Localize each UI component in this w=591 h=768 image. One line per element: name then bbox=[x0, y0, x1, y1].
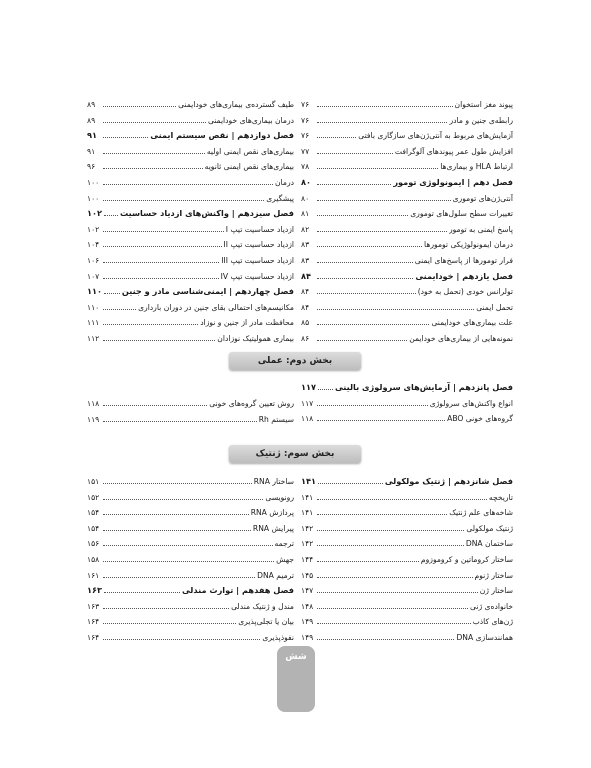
toc-entry bbox=[87, 144, 294, 160]
leader-dots bbox=[103, 561, 274, 562]
toc-page-number: ۱۴۱ bbox=[301, 476, 316, 486]
toc-entry-title: طیف گسترده‌ی بیماری‌های خودایمنی bbox=[178, 100, 294, 109]
toc-entry bbox=[301, 521, 513, 537]
toc-page-number: ۱۰۷ bbox=[87, 271, 100, 281]
toc-entry-title: روش تعیین گروه‌های خونی bbox=[209, 399, 294, 408]
leader-dots bbox=[317, 293, 416, 294]
toc-column-left bbox=[87, 474, 294, 646]
toc-entry bbox=[301, 144, 513, 160]
toc-page-number: ۸۳ bbox=[301, 255, 310, 265]
toc-entry-title: بیان یا تجلی‌پذیری bbox=[238, 617, 294, 627]
toc-entry bbox=[87, 331, 294, 347]
toc-page-number: ۱۴۲ bbox=[301, 539, 314, 549]
toc-entry bbox=[87, 505, 294, 521]
toc-entry-title: فرار تومورها از پاسخ‌های ایمنی bbox=[414, 255, 513, 265]
toc-page-number: ۱۴۴ bbox=[301, 554, 314, 564]
toc-entry-title: ازدیاد حساسیت تیپ III bbox=[221, 255, 294, 265]
leader-dots bbox=[103, 231, 224, 232]
toc-page-number: ۱۱۸ bbox=[301, 414, 314, 424]
leader-dots bbox=[103, 106, 176, 107]
toc-chapter-heading bbox=[301, 269, 513, 285]
toc-entry-title: ساختار ژن bbox=[479, 586, 513, 596]
leader-dots bbox=[317, 608, 468, 609]
leader-dots bbox=[103, 246, 222, 247]
toc-entry bbox=[87, 521, 294, 537]
toc-page-number: ۸۴ bbox=[301, 287, 310, 297]
toc-entry-title: تغییرات سطح سلول‌های توموری bbox=[410, 209, 513, 219]
toc-entry bbox=[301, 411, 513, 427]
toc-entry-title: مندل و ژنتیک مندلی bbox=[231, 601, 294, 611]
toc-page-number: ۱۰۲ bbox=[87, 208, 102, 219]
toc-entry-title: ازدیاد حساسیت تیپ I bbox=[225, 224, 294, 234]
leader-dots bbox=[317, 561, 419, 562]
leader-dots bbox=[103, 499, 263, 500]
toc-entry bbox=[301, 614, 513, 630]
toc-entry bbox=[87, 315, 294, 331]
leader-dots bbox=[317, 592, 478, 593]
toc-page-number: ۸۳ bbox=[301, 240, 310, 250]
toc-page-number: ۸۰ bbox=[301, 176, 311, 187]
toc-entry-title: رابطه‌ی جنین و مادر bbox=[449, 115, 513, 125]
toc-page-number: ۸۴ bbox=[301, 302, 310, 312]
leader-dots bbox=[317, 420, 445, 421]
toc-chapter-heading bbox=[301, 474, 513, 490]
toc-page-number: ۱۰۶ bbox=[87, 255, 100, 265]
toc-entry bbox=[301, 159, 513, 175]
leader-dots bbox=[317, 324, 429, 325]
toc-entry bbox=[87, 614, 294, 630]
toc-page-number: ۷۷ bbox=[301, 146, 310, 156]
leader-dots bbox=[317, 309, 474, 310]
toc-page-number: ۱۱۱ bbox=[87, 318, 100, 328]
toc-entry bbox=[87, 396, 294, 412]
toc-entry-title: درمان bbox=[274, 177, 294, 187]
toc-entry bbox=[301, 191, 513, 207]
toc-entry-title: ژنتیک مولکولی bbox=[466, 523, 513, 533]
leader-dots bbox=[317, 168, 438, 169]
toc-entry bbox=[87, 237, 294, 253]
toc-page-number: ۱۶۱ bbox=[87, 570, 100, 580]
toc-entry-title: نمونه‌هایی از بیماری‌های خودایمن bbox=[409, 333, 513, 343]
toc-entry bbox=[87, 300, 294, 316]
section-banner-genetics: بخش سوم: ژنتیک bbox=[229, 445, 361, 463]
toc-entry bbox=[301, 331, 513, 347]
toc-entry bbox=[301, 97, 513, 113]
toc-entry bbox=[301, 396, 513, 412]
toc-entry-title: بیماری‌های نقص ایمنی ثانویه bbox=[204, 162, 294, 172]
leader-dots bbox=[317, 122, 447, 123]
toc-entry-title: ساختار کروماتین و کروموزوم bbox=[420, 554, 513, 564]
toc-page-number: ۷۶ bbox=[301, 131, 310, 141]
toc-page-number: ۱۵۱ bbox=[87, 477, 100, 486]
leader-dots bbox=[103, 421, 257, 422]
toc-entry-title: انواع واکنش‌های سرولوژی bbox=[429, 398, 513, 408]
leader-dots bbox=[103, 184, 273, 185]
toc-chapter-heading bbox=[87, 128, 294, 144]
leader-dots bbox=[317, 514, 447, 515]
toc-entry-title: درمان بیماری‌های خودایمنی bbox=[207, 115, 294, 125]
leader-dots bbox=[317, 499, 487, 500]
section-banner-practical: بخش دوم: عملی bbox=[229, 352, 361, 370]
toc-entry bbox=[87, 113, 294, 129]
toc-entry-title: ترمیم DNA bbox=[257, 570, 294, 580]
leader-dots bbox=[317, 231, 447, 232]
toc-entry bbox=[301, 599, 513, 615]
toc-page-number: ۹۶ bbox=[87, 162, 96, 172]
toc-page-number: ۱۴۲ bbox=[301, 523, 314, 533]
toc-entry bbox=[301, 490, 513, 506]
toc-entry bbox=[87, 269, 294, 285]
toc-entry bbox=[87, 191, 294, 207]
toc-page-number: ۱۱۰ bbox=[87, 286, 102, 297]
toc-column-left bbox=[87, 97, 294, 347]
leader-dots bbox=[103, 309, 136, 310]
toc-page-number: ۸۹ bbox=[87, 100, 96, 109]
toc-entry-title: پردازش RNA bbox=[250, 508, 294, 518]
leader-dots bbox=[103, 200, 264, 201]
leader-dots bbox=[317, 106, 453, 107]
toc-entry bbox=[301, 284, 513, 300]
toc-page-number: ۱۴۹ bbox=[301, 632, 314, 642]
toc-page-number: ۱۵۴ bbox=[87, 508, 100, 518]
leader-dots bbox=[103, 623, 236, 624]
leader-dots bbox=[103, 340, 215, 341]
leader-dots bbox=[317, 623, 471, 624]
toc-entry-title: فصل چهاردهم | ایمنی‌شناسی مادر و جنین bbox=[121, 286, 294, 297]
leader-dots bbox=[317, 577, 473, 578]
toc-page-number: ۱۵۶ bbox=[87, 539, 100, 549]
toc-entry-title: ازدیاد حساسیت تیپ II bbox=[223, 240, 294, 250]
toc-page-number: ۱۴۹ bbox=[301, 617, 314, 627]
leader-dots bbox=[103, 153, 205, 154]
toc-chapter-heading bbox=[87, 583, 294, 599]
toc-page-number: ۱۱۷ bbox=[301, 398, 314, 408]
toc-entry bbox=[87, 175, 294, 191]
toc-page-number: ۱۰۲ bbox=[87, 224, 100, 234]
toc-page-number: ۱۱۹ bbox=[87, 414, 100, 424]
toc-entry bbox=[301, 552, 513, 568]
toc-entry-title: مکانیسم‌های احتمالی بقای جنین در دوران بارداری bbox=[138, 302, 294, 312]
leader-dots bbox=[103, 514, 249, 515]
toc-page-number: ۸۴ bbox=[301, 270, 311, 281]
leader-dots bbox=[103, 530, 251, 531]
toc-entry-title: پیرایش RNA bbox=[252, 523, 294, 533]
toc-entry-title: پیشگیری bbox=[266, 193, 294, 203]
toc-entry-title: گروه‌های خونی ABO bbox=[447, 414, 513, 424]
toc-page-number: ۱۶۴ bbox=[87, 617, 100, 627]
leader-dots bbox=[317, 405, 428, 406]
toc-entry bbox=[301, 536, 513, 552]
toc-entry-title: بیماری‌های نقص ایمنی اولیه bbox=[206, 146, 294, 156]
toc-entry bbox=[87, 490, 294, 506]
toc-entry-title: فصل سیزدهم | واکنش‌های ازدیاد حساسیت bbox=[119, 208, 294, 219]
toc-entry bbox=[301, 300, 513, 316]
toc-entry bbox=[87, 159, 294, 175]
toc-entry-title: ساختمان DNA bbox=[465, 539, 513, 549]
toc-entry bbox=[87, 97, 294, 113]
toc-entry-title: افزایش طول عمر پیوندهای آلوگرافت bbox=[394, 146, 513, 156]
toc-entry bbox=[301, 630, 513, 646]
toc-entry-title: فصل دهم | ایمونولوژی تومور bbox=[393, 176, 513, 187]
toc-page-number: ۱۵۲ bbox=[87, 492, 100, 502]
toc-entry bbox=[301, 315, 513, 331]
toc-entry bbox=[301, 568, 513, 584]
toc-entry-title: بیماری همولیتیک نوزادان bbox=[217, 333, 294, 343]
leader-dots bbox=[317, 639, 454, 640]
toc-entry-title: ساختار RNA bbox=[253, 477, 294, 486]
leader-dots bbox=[104, 592, 180, 593]
leader-dots bbox=[103, 639, 260, 640]
toc-entry bbox=[87, 253, 294, 269]
toc-entry-title: ازدیاد حساسیت تیپ IV bbox=[220, 271, 294, 281]
toc-entry bbox=[87, 568, 294, 584]
toc-entry bbox=[87, 536, 294, 552]
toc-page-number: ۸۵ bbox=[301, 318, 310, 328]
toc-entry-title: خانواده‌ی ژنی bbox=[470, 601, 513, 611]
leader-dots bbox=[317, 545, 464, 546]
leader-dots bbox=[104, 293, 120, 294]
toc-entry bbox=[301, 253, 513, 269]
toc-column-right bbox=[301, 474, 513, 646]
toc-entry-title: درمان ایمونولوژیکی تومورها bbox=[424, 240, 513, 250]
leader-dots bbox=[318, 483, 383, 484]
toc-entry-title: رونویسی bbox=[265, 492, 294, 502]
leader-dots bbox=[317, 200, 451, 201]
toc-entry-title: جهش bbox=[276, 554, 294, 564]
toc-page-number: ۸۲ bbox=[301, 224, 310, 234]
toc-entry-title: نفوذپذیری bbox=[262, 632, 294, 642]
toc-entry-title: آزمایش‌های مربوط به آنتی‌ژن‌های سازگاری بافتی bbox=[358, 131, 513, 141]
toc-entry bbox=[87, 599, 294, 615]
toc-entry-title: پاسخ ایمنی به تومور bbox=[448, 224, 513, 234]
toc-page-number: ۹۱ bbox=[87, 130, 97, 141]
toc-page-number: ۱۱۰ bbox=[87, 302, 100, 312]
toc-page-number: ۱۴۷ bbox=[301, 586, 314, 596]
toc-column-left bbox=[87, 396, 294, 427]
leader-dots bbox=[104, 215, 118, 216]
toc-chapter-heading bbox=[87, 284, 294, 300]
leader-dots bbox=[317, 340, 407, 341]
toc-entry bbox=[301, 113, 513, 129]
toc-chapter-heading bbox=[301, 380, 513, 396]
toc-page-number: ۱۶۳ bbox=[87, 601, 100, 611]
toc-page-number: ۱۴۱ bbox=[301, 508, 314, 518]
toc-page-number: ۱۱۲ bbox=[87, 333, 100, 343]
toc-entry-title: ارتباط HLA و بیماری‌ها bbox=[440, 162, 513, 172]
leader-dots bbox=[317, 278, 413, 279]
leader-dots bbox=[318, 389, 333, 390]
toc-entry-title: شاخه‌های علم ژنتیک bbox=[449, 508, 513, 518]
toc-entry-title: ژن‌های کاذب bbox=[472, 617, 513, 627]
toc-entry-title: فصل یازدهم | خودایمنی bbox=[415, 270, 513, 281]
toc-page-number: ۹۱ bbox=[87, 146, 96, 156]
toc-page-number: ۱۵۴ bbox=[87, 523, 100, 533]
leader-dots bbox=[317, 153, 393, 154]
toc-page-number: ۱۴۸ bbox=[301, 601, 314, 611]
toc-entry bbox=[301, 128, 513, 144]
toc-entry-title: همانندسازی DNA bbox=[456, 632, 513, 642]
leader-dots bbox=[103, 483, 252, 484]
toc-page-number: ۱۶۳ bbox=[87, 585, 102, 596]
leader-dots bbox=[103, 278, 219, 279]
toc-page-number: ۱۴۱ bbox=[301, 492, 314, 502]
toc-page-number: ۱۵۸ bbox=[87, 554, 100, 564]
leader-dots bbox=[317, 246, 422, 247]
leader-dots bbox=[103, 324, 198, 325]
toc-entry-title: تحمل ایمنی bbox=[476, 302, 513, 312]
toc-page-number: ۱۰۴ bbox=[87, 240, 100, 250]
toc-page-number: ۷۶ bbox=[301, 100, 310, 109]
toc-entry bbox=[87, 412, 294, 428]
leader-dots bbox=[317, 262, 413, 263]
toc-entry bbox=[301, 206, 513, 222]
leader-dots bbox=[103, 545, 273, 546]
toc-entry bbox=[87, 552, 294, 568]
leader-dots bbox=[317, 215, 408, 216]
leader-dots bbox=[103, 577, 255, 578]
leader-dots bbox=[317, 530, 464, 531]
toc-entry bbox=[301, 237, 513, 253]
toc-entry-title: تولرانس خودی (تحمل به خود) bbox=[417, 287, 513, 297]
toc-entry-title: فصل شانزدهم | ژنتیک مولکولی bbox=[384, 476, 513, 486]
toc-page-number: ۸۰ bbox=[301, 193, 310, 203]
leader-dots bbox=[317, 137, 356, 138]
toc-entry-title: علت بیماری‌های خودایمنی bbox=[431, 318, 513, 328]
toc-column-right bbox=[301, 97, 513, 347]
leader-dots bbox=[317, 184, 391, 185]
toc-chapter-heading bbox=[87, 206, 294, 222]
leader-dots bbox=[103, 405, 207, 406]
toc-page-number: ۸۶ bbox=[301, 333, 310, 343]
toc-page-number: ۷۸ bbox=[301, 162, 310, 172]
toc-entry bbox=[301, 222, 513, 238]
leader-dots bbox=[103, 137, 148, 138]
leader-dots bbox=[103, 262, 219, 263]
toc-page-number: ۱۶۴ bbox=[87, 632, 100, 642]
toc-entry-title: آنتی‌ژن‌های توموری bbox=[452, 193, 513, 203]
leader-dots bbox=[103, 608, 229, 609]
toc-entry-title: تاریخچه bbox=[488, 492, 513, 502]
leader-dots bbox=[103, 122, 206, 123]
toc-entry bbox=[301, 505, 513, 521]
toc-chapter-heading bbox=[301, 175, 513, 191]
toc-page-number: ۱۰۰ bbox=[87, 193, 100, 203]
toc-page-number: ۱۰۰ bbox=[87, 177, 100, 187]
toc-page-number: ۸۱ bbox=[301, 209, 310, 219]
leader-dots bbox=[103, 168, 203, 169]
page-number-tab: شش bbox=[277, 646, 315, 712]
toc-column-right bbox=[301, 380, 513, 427]
toc-entry-title: سیستم Rh bbox=[258, 414, 294, 424]
toc-entry-title: فصل دوازدهم | نقص سیستم ایمنی bbox=[150, 130, 294, 141]
toc-entry bbox=[87, 630, 294, 646]
toc-page-number: ۱۱۷ bbox=[301, 382, 316, 392]
toc-entry bbox=[87, 222, 294, 238]
toc-entry-title: فصل پانزدهم | آزمایش‌های سرولوژی بالینی bbox=[334, 382, 513, 392]
toc-page-number: ۸۹ bbox=[87, 115, 96, 125]
toc-entry-title: ساختار ژنوم bbox=[474, 570, 513, 580]
toc-entry-title: محافظت مادر از جنین و نوزاد bbox=[200, 318, 294, 328]
toc-page-number: ۱۴۵ bbox=[301, 570, 314, 580]
toc-entry-title: ترجمه bbox=[274, 539, 294, 549]
toc-page-number: ۷۶ bbox=[301, 115, 310, 125]
toc-page-number: ۱۱۸ bbox=[87, 399, 100, 408]
toc-entry bbox=[301, 583, 513, 599]
toc-entry bbox=[87, 474, 294, 490]
toc-entry-title: پیوند مغز استخوان bbox=[454, 100, 513, 109]
toc-entry-title: فصل هفدهم | توارث مندلی bbox=[182, 585, 294, 596]
